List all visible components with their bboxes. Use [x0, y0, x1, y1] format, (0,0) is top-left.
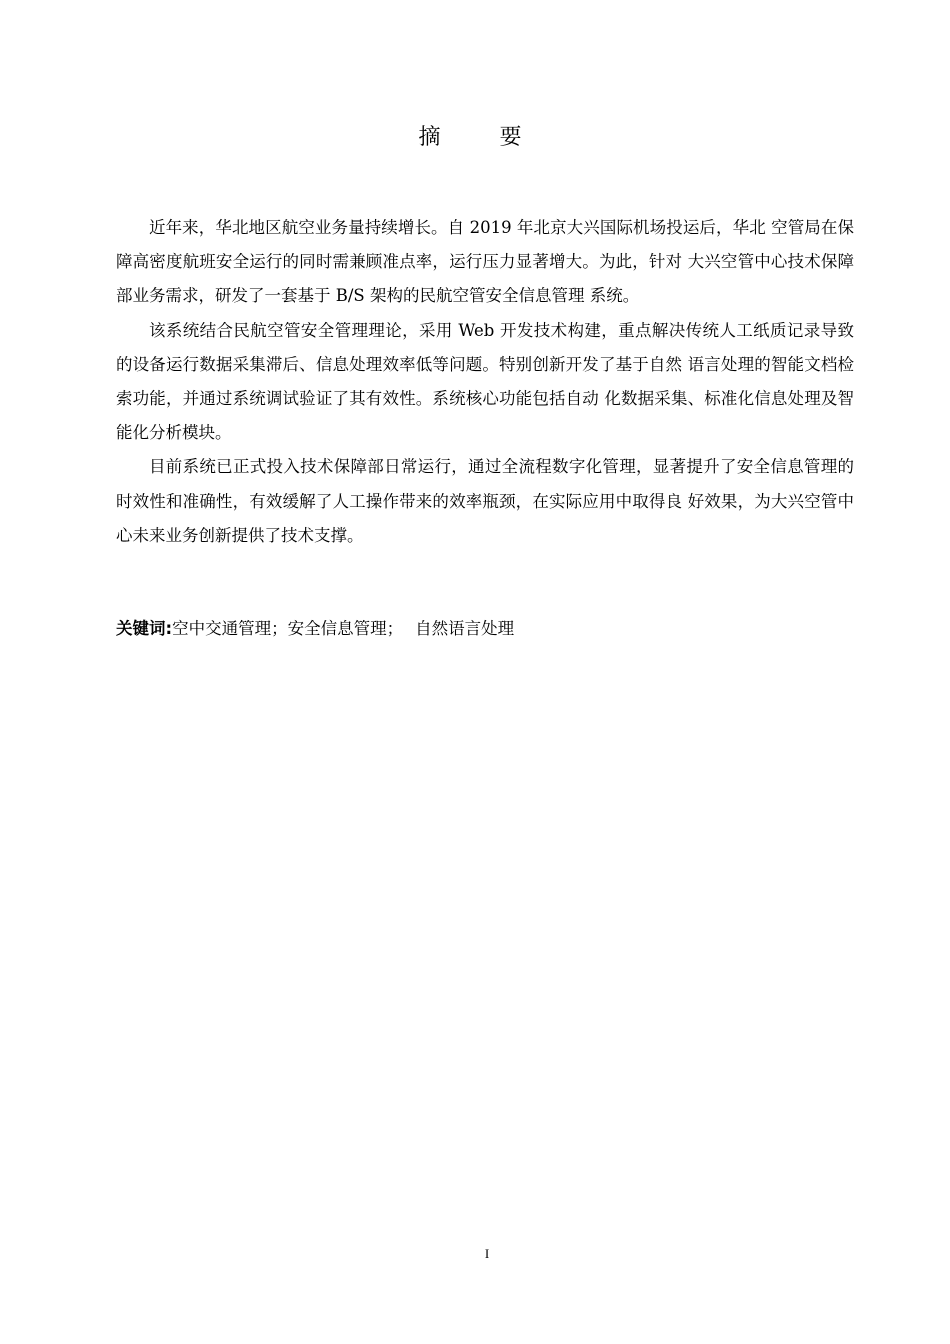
page-number: I: [484, 1246, 490, 1261]
keywords-label: 关键词:: [116, 619, 173, 638]
abstract-paragraph-2: 该系统结合民航空管安全管理理论，采用 Web 开发技术构建，重点解决传统人工纸质记录导致的设备运行数据采集滞后、信息处理效率低等问题。特别创新开发了基于自然 语言处理的智能文档检索功能，并通过系统调试验证了其有效性。系统核心功能包括自动 化数据采集、标准化信息处理及智能化分析模块。: [116, 320, 854, 443]
keywords-line: [116, 613, 854, 645]
abstract-paragraph-3: 目前系统已正式投入技术保障部日常运行，通过全流程数字化管理，显著提升了安全信息管理的时效性和准确性，有效缓解了人工操作带来的效率瓶颈，在实际应用中取得良 好效果，为大兴空管中心未来业务创新提供了技术支撑。: [116, 457, 854, 545]
abstract-body: [116, 211, 854, 553]
keywords-group-2: 自然语言处理: [415, 619, 515, 638]
page-title: 摘 要: [418, 125, 548, 150]
keywords-group-1: 空中交通管理；安全信息管理；: [172, 619, 404, 638]
abstract-paragraph-1: 近年来，华北地区航空业务量持续增长。自 2019 年北京大兴国际机场投运后，华北 空管局在保障高密度航班安全运行的同时需兼顾准点率，运行压力显著增大。为此，针对 大兴空管中心技术保障部业务需求，研发了一套基于 B/S 架构的民航空管安全信息管理 系统。: [116, 218, 854, 306]
